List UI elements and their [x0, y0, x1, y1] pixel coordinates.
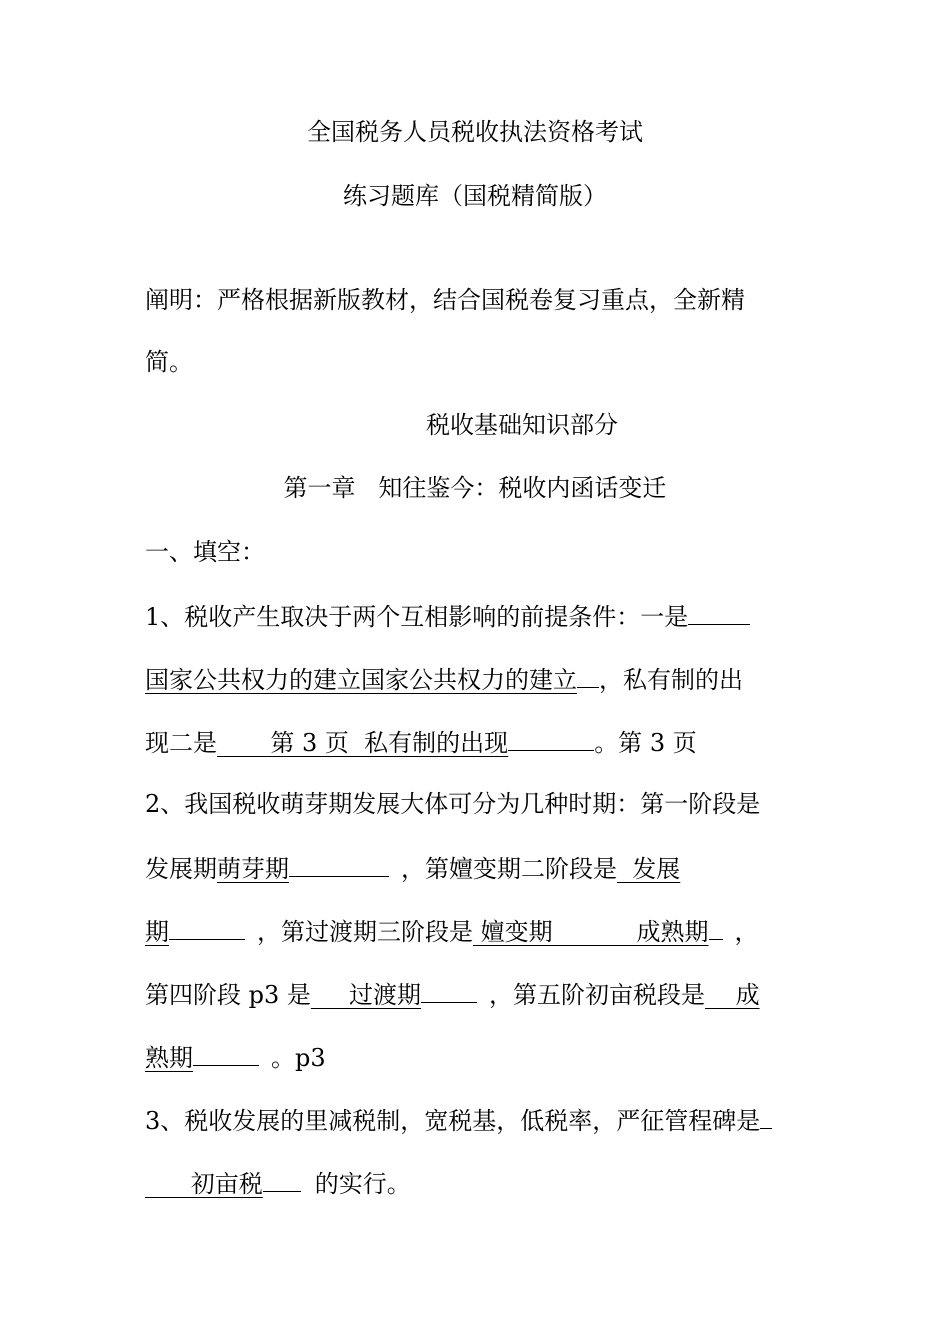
q2-answer-3: 嬗变期 成熟期 — [473, 918, 709, 946]
q1-text-b2: ，私有制 — [599, 666, 695, 694]
q2-answer-2a: 发展 — [617, 855, 681, 883]
q2-line4 — [145, 978, 760, 1010]
doc-title-line2: 练习题库（国税精简版） — [343, 182, 607, 210]
chapter-heading — [0, 473, 950, 503]
q2-blank-5 — [193, 1041, 259, 1066]
q3-text-b3: 实行。 — [338, 1170, 411, 1198]
q2-blank-2 — [169, 915, 245, 940]
q1-text-b4: 出 — [719, 666, 743, 694]
q1-text-a3: 前提条件：一是 — [520, 603, 689, 631]
q1-text-a2: 的 — [496, 603, 521, 631]
q2-text-b1: 发展期 — [145, 855, 217, 883]
q2-answer-4: 过渡期 — [310, 981, 422, 1009]
q2-text-e2: 。p3 — [271, 1044, 326, 1072]
q2-blank-4 — [421, 978, 477, 1003]
q3-blank-tail — [760, 1104, 772, 1129]
q2-text-d2: ，第五阶初亩税段是 — [489, 981, 706, 1009]
q2-blank-1 — [289, 852, 389, 877]
q2-text-d1: 第四阶段 p3 是 — [145, 981, 311, 1009]
q1-line3 — [145, 726, 697, 758]
q3-answer-1: 初亩税 — [145, 1170, 263, 1198]
q3-blank-2 — [263, 1167, 301, 1192]
q1-text-c1: 现二是 — [145, 729, 217, 757]
q2-line2 — [145, 852, 680, 884]
q1-text-b3: 的 — [695, 666, 719, 694]
q1-line2 — [145, 663, 743, 695]
q2-answer-5b: 熟期 — [145, 1044, 193, 1072]
q1-answer-1: 国家公共权力的建立国家公共权力的建立 — [145, 666, 577, 694]
section-heading: 一、填空： — [145, 538, 265, 566]
q2-text-b2: ，第嬗变期二阶段是 — [401, 855, 617, 883]
q2-answer-5a: 成 — [705, 981, 760, 1009]
intro-line2: 简。 — [145, 348, 193, 376]
chapter-heading-text: 第一章 知往鉴今：税收内函话变迁 — [283, 474, 667, 502]
q1-blank-2 — [577, 663, 599, 688]
part-heading: 税收基础知识部分 — [426, 411, 618, 439]
q1-blank-tail — [688, 600, 750, 625]
q2-text-c2: ，第过渡期三阶段是 — [257, 918, 473, 946]
q1-text-a: 1、税收产生取决于两个互相影响 — [145, 603, 497, 631]
q1-text-c2: 。第 3 页 — [594, 729, 697, 757]
q2-line1: 2、我国税收萌芽期发展大体可分为几种时期：第一阶段是 — [145, 790, 761, 818]
q2-line3 — [145, 915, 759, 947]
intro-line1: 阐明：严格根据新版教材，结合国税卷复习重点，全新精 — [145, 286, 745, 314]
q3-text-a: 3、税收发展 — [145, 1107, 281, 1135]
q2-blank-3 — [709, 915, 723, 940]
q1-blank-3 — [508, 726, 594, 751]
q3-line2 — [145, 1167, 411, 1199]
q2-answer-1: 萌芽期 — [217, 855, 289, 883]
q2-answer-2b: 期 — [145, 918, 169, 946]
q2-line5 — [145, 1041, 326, 1073]
q2-text-c3: ， — [734, 918, 759, 946]
q3-text-a3: 里减税制，宽税基，低税率，严征管程碑是 — [304, 1107, 761, 1135]
q1-answer-2: 第 3 页 私有制的出现 — [217, 729, 509, 757]
q1-line1 — [145, 600, 750, 632]
q3-line1 — [145, 1104, 772, 1136]
doc-title-line1: 全国税务人员税收执法资格考试 — [307, 118, 643, 146]
q3-text-b2: 的 — [314, 1170, 339, 1198]
q3-text-a2: 的 — [280, 1107, 305, 1135]
